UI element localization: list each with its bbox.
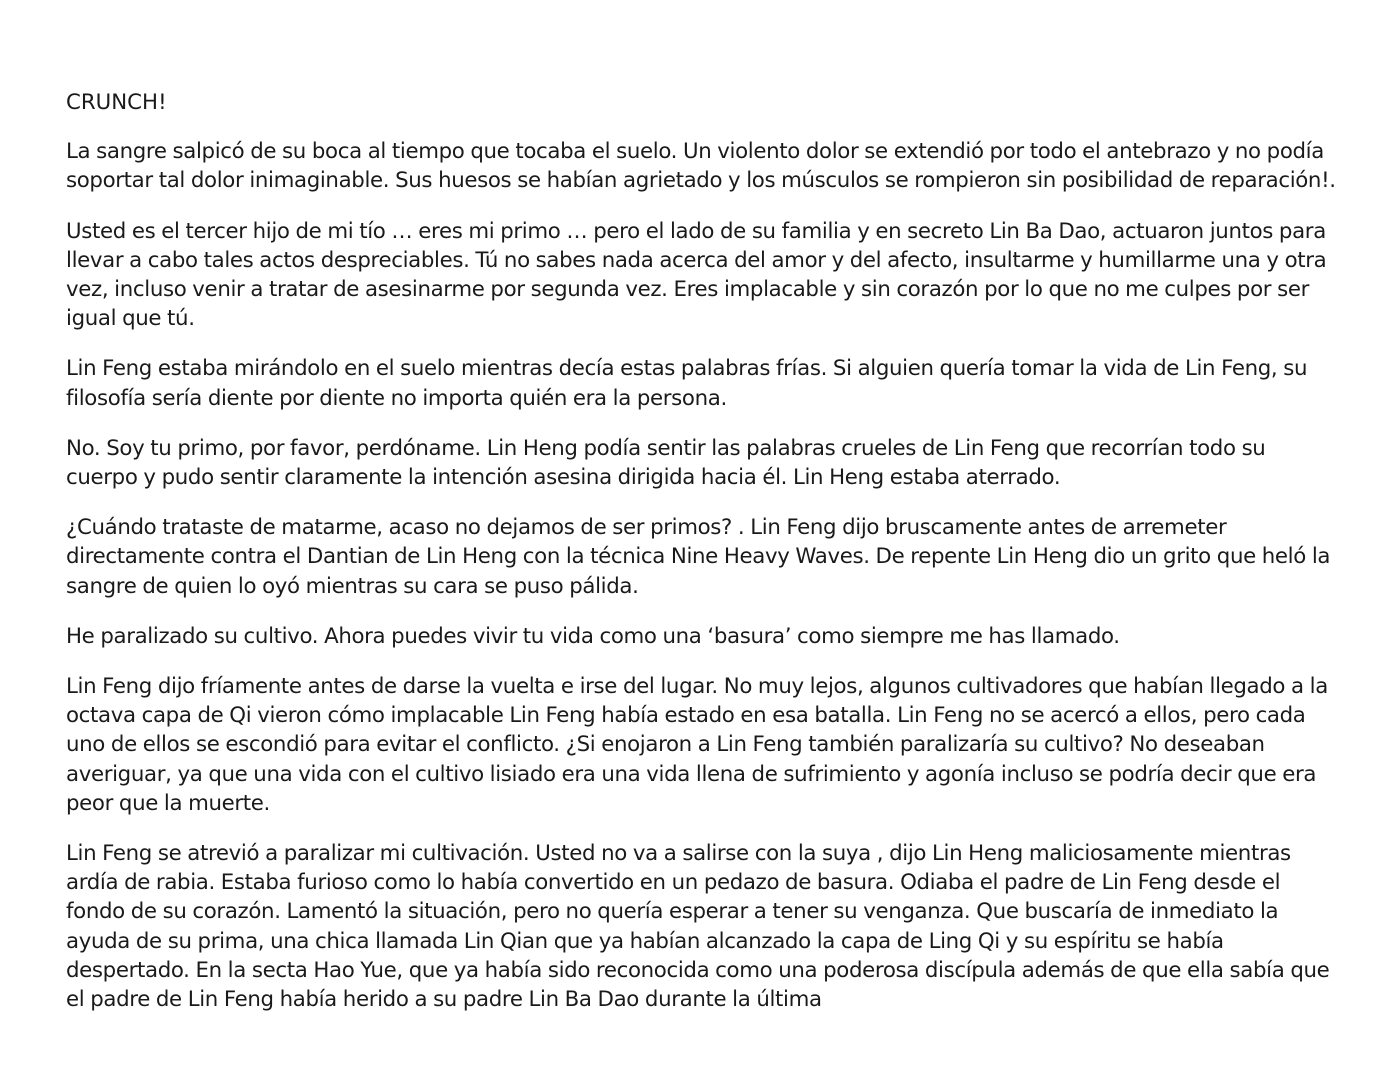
paragraph-6: He paralizado su cultivo. Ahora puedes vivir tu vida como una ‘basura’ como siempre me has llamado. xyxy=(66,623,1120,649)
paragraph-7: Lin Feng dijo fríamente antes de darse la vuelta e irse del lugar. No muy lejos, algunos cultivadores que habían llegado a la octava capa de Qi vieron cómo implacable Lin Feng había estado en esa batalla. Lin Feng no se acercó a ellos, pero cada uno de ellos se escondió para evitar el conflicto. ¿Si enojaron a Lin Feng también paralizaría su cultivo? No deseaban averiguar, ya que una vida con el cultivo lisiado era una vida llena de sufrimiento y agonía incluso se podría decir que era peor que la muerte. xyxy=(66,674,1328,816)
paragraph-1: La sangre salpicó de su boca al tiempo que tocaba el suelo. Un violento dolor se extendió por todo el antebrazo y no podía soportar tal dolor inimaginable. Sus huesos se habían agrietado y los músculos se rompieron sin posibilidad de reparación!. xyxy=(66,139,1336,194)
paragraph-2: Usted es el tercer hijo de mi tío … eres mi primo … pero el lado de su familia y en secreto Lin Ba Dao, actuaron juntos para llevar a cabo tales actos despreciables. Tú no sabes nada acerca del amor y del afecto, insultarme y humillarme una y otra vez, incluso venir a tratar de asesinarme por segunda vez. Eres implacable y sin corazón por lo que no me culpes por ser igual que tú. xyxy=(66,218,1327,332)
paragraph-5: ¿Cuándo trataste de matarme, acaso no dejamos de ser primos? . Lin Feng dijo bruscamente antes de arremeter directamente contra el Dantian de Lin Heng con la técnica Nine Heavy Waves. De repente Lin Heng dio un grito que heló la sangre de quien lo oyó mientras su cara se puso pálida. xyxy=(66,515,1331,599)
document-heading: CRUNCH! xyxy=(66,90,167,115)
paragraph-3: Lin Feng estaba mirándolo en el suelo mientras decía estas palabras frías. Si alguien quería tomar la vida de Lin Feng, su filosofía sería diente por diente no importa quién era la persona. xyxy=(66,356,1308,411)
paragraph-4: No. Soy tu primo, por favor, perdóname. Lin Heng podía sentir las palabras crueles de Lin Feng que recorrían todo su cuerpo y pudo sentir claramente la intención asesina dirigida hacia él. Lin Heng estaba aterrado. xyxy=(66,435,1266,491)
paragraph-8: Lin Feng se atrevió a paralizar mi cultivación. Usted no va a salirse con la suya , dijo Lin Heng maliciosamente mientras ardía de rabia. Estaba furioso como lo había convertido en un pedazo de basura. Odiaba el padre de Lin Feng desde el fondo de su corazón. Lamentó la situación, pero no quería esperar a tener su venganza. Que buscaría de inmediato la ayuda de su prima, una chica llamada Lin Qian que ya habían alcanzado la capa de Ling Qi y su espíritu se había despertado. En la secta Hao Yue, que ya había sido reconocida como una poderosa discípula además de que ella sabía que el padre de Lin Feng había herido a su padre Lin Ba Dao durante la última xyxy=(66,841,1330,1013)
